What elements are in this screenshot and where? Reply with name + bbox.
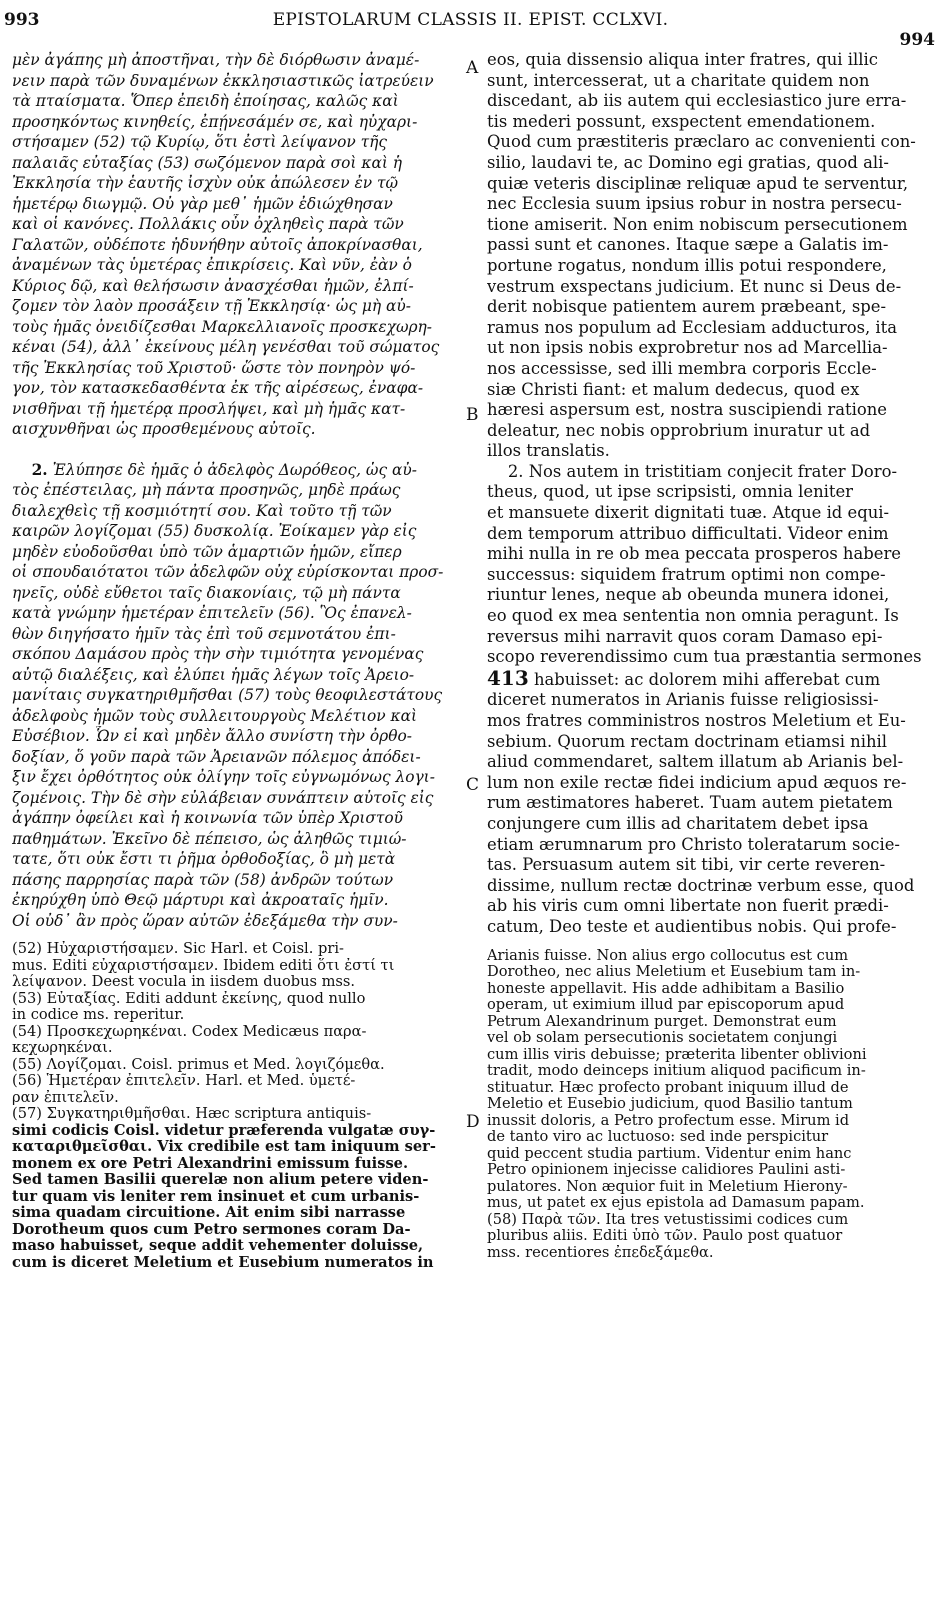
footnote-line: Meletio et Eusebio judicium, quod Basilio tantum	[487, 1096, 853, 1113]
greek-line: παθημάτων. Ἐκεῖνο δὲ πέπεισο, ὡς ἀληθῶς τιμιώ-	[12, 829, 407, 848]
latin-line: etiam ærumnarum pro Christo toleratarum socie-	[487, 834, 900, 854]
footnote-line: Dorotheum quos cum Petro sermones coram Da-	[12, 1221, 411, 1238]
latin-footnotes	[487, 948, 933, 1262]
latin-line: diceret numeratos in Arianis fuisse religiosissi-	[487, 690, 879, 710]
footnote-line: vel ob solam persecutionis societatem conjungi	[487, 1030, 838, 1047]
latin-line: nec Ecclesia suum ipsius robur in nostra persecu-	[487, 194, 902, 214]
greek-line: τῆς Ἐκκλησίας τοῦ Χριστοῦ· ὥστε τὸν πονηρὸν ψό-	[12, 358, 416, 377]
latin-line: sebium. Quorum rectam doctrinam etiamsi nihil	[487, 731, 888, 751]
latin-line: reversus mihi narravit quos coram Damaso epi-	[487, 626, 883, 646]
latin-paragraph-2	[487, 462, 933, 938]
footnote-line: κεχωρηκέναι.	[12, 1040, 113, 1056]
latin-line: eo quod ex mea sententia non omnia peragunt. Is	[487, 606, 899, 626]
greek-line-text: Ἐλύπησε δὲ ἡμᾶς ὁ ἀδελφὸς Δωρόθεος, ὡς αὐ-	[52, 460, 417, 479]
column-number: 413	[487, 667, 529, 690]
latin-line	[487, 668, 933, 691]
greek-line: κατὰ γνώμην ἡμετέραν ἐπιτελεῖν (56). Ὃς ἐπανελ-	[12, 604, 412, 622]
greek-line: ζομεν τὸν λαὸν προσάξειν τῇ Ἐκκλησίᾳ· ὡς μὴ αὐ-	[12, 297, 411, 315]
footnote-line: (57) Συγκατηριθμῆσθαι. Hæc scriptura antiquis-	[12, 1106, 372, 1122]
latin-line: passi sunt et canones. Itaque sæpe a Galatis im-	[487, 235, 889, 255]
latin-line: catum, Deo teste et audientibus nobis. Qui profe-	[487, 916, 897, 936]
latin-line: riuntur lenes, neque ab obeunda munera idonei,	[487, 585, 890, 605]
margin-letter-b: B	[466, 405, 479, 425]
footnote-line: cum illis viris debuisse; præterita libenter oblivioni	[487, 1046, 867, 1063]
footnote-line: Arianis fuisse. Non alius ergo collocutus est cum	[487, 947, 849, 964]
running-title: EPISTOLARUM CLASSIS II. EPIST. CCLXVI.	[272, 10, 669, 30]
footnote-line: Petrum Alexandrinum purget. Demonstrat eum	[487, 1013, 837, 1030]
greek-line: θὼν διηγήσατο ἡμῖν τὰς ἐπὶ τοῦ σεμνοτάτου ἐπι-	[12, 624, 396, 643]
margin-letter-d: D	[466, 1112, 480, 1132]
latin-line: Quod cum præstiteris præclaro ac convenienti con-	[487, 132, 916, 152]
greek-line: Οἱ οὐδ᾽ ἂν πρὸς ὥραν αὐτῶν ἐδεξάμεθα τὴν συν-	[12, 911, 398, 930]
latin-line: ramus nos populum ad Ecclesiam adducturos, ita	[487, 317, 898, 337]
section-number: 2.	[31, 460, 48, 479]
greek-footnotes	[12, 941, 462, 1271]
footnote-line: maso habuisset, seque addit vehementer doluisse,	[12, 1238, 424, 1254]
greek-line: τὸς ἐπέστειλας, μὴ πάντα προσηνῶς, μηδὲ πράως	[12, 481, 401, 499]
greek-line: νειν παρὰ τῶν δυναμένων ἐκκλησιαστικῶς ἰατρεύειν	[12, 71, 434, 90]
footnote-line: mss. recentiores ἐπεδεξάμεθα.	[487, 1244, 714, 1261]
footnote-line: monem ex ore Petri Alexandrini emissum fuisse.	[12, 1155, 409, 1172]
greek-line: Κύριος δῷ, καὶ θελήσωσιν ἀνασχέσθαι ἡμῶν, ἐλπί-	[12, 276, 414, 295]
page-number-left: 993	[4, 10, 40, 30]
footnote-line: sima quadam circuitione. Ait enim sibi narrasse	[12, 1205, 406, 1221]
greek-paragraph-1	[12, 50, 462, 440]
latin-line: theus, quod, ut ipse scripsisti, omnia leniter	[487, 482, 853, 502]
latin-line: discedant, ab iis autem qui ecclesiastico jure erra-	[487, 91, 907, 111]
latin-line: silio, laudavi te, ac Domino egi gratias, quod ali-	[487, 152, 889, 172]
greek-column	[12, 50, 462, 1271]
footnote-line: simi codicis Coisl. videtur præferenda vulgatæ συγ-	[12, 1122, 436, 1139]
latin-line: quiæ veteris disciplinæ reliquæ apud te serventur,	[487, 173, 909, 193]
greek-line: Ἐκκλησία τὴν ἑαυτῆς ἰσχὺν οὐκ ἀπώλεσεν ἐν τῷ	[12, 174, 399, 192]
latin-line: aliud commendaret, saltem illatum ab Arianis bel-	[487, 752, 904, 772]
latin-line: illos translatis.	[487, 441, 610, 461]
latin-line: mos fratres comministros nostros Meletium et Eu-	[487, 711, 906, 730]
margin-letter-a: A	[466, 58, 479, 78]
latin-line: deleatur, nec nobis opprobrium inuratur ut ad	[487, 420, 871, 440]
latin-line: tis mederi possunt, exspectent emendationem.	[487, 111, 876, 131]
greek-paragraph-2	[12, 460, 462, 932]
notes-gap	[12, 931, 462, 941]
greek-line: μὲν ἀγάπης μὴ ἀποστῆναι, τὴν δὲ διόρθωσιν ἀναμέ-	[12, 51, 420, 69]
latin-line: derit nobisque patientem aurem præbeant, spe-	[487, 297, 887, 317]
latin-line	[487, 462, 933, 483]
latin-line-text: habuisset: ac dolorem mihi afferebat cum	[533, 669, 881, 689]
footnote-line: (56) Ἡμετέραν ἐπιτελεῖν. Harl. et Med. ὑμετέ-	[12, 1073, 356, 1089]
footnote-line: pluribus aliis. Editi ὑπὸ τῶν. Paulo post quatuor	[487, 1228, 843, 1245]
latin-line: rum æstimatores haberet. Tuam autem pietatem	[487, 793, 893, 813]
greek-line: Γαλατῶν, οὐδέποτε ἠδυνήθην αὐτοῖς ἀποκρίνασθαι,	[12, 235, 423, 254]
greek-line	[12, 460, 462, 481]
footnote-line: quid peccent studia partium. Videntur enim hanc	[487, 1145, 852, 1162]
greek-line: μανίταις συγκατηριθμῆσθαι (57) τοὺς θεοφιλεστάτους	[12, 686, 443, 704]
greek-line: αισχυνθῆναι ὡς προσθεμένους αὐτοῖς.	[12, 420, 316, 438]
latin-column	[487, 50, 933, 1261]
latin-line: successus: siquidem fratrum optimi non compe-	[487, 564, 886, 584]
latin-line: mihi nulla in re ob mea peccata prosperos habere	[487, 544, 901, 564]
greek-line: στήσαμεν (52) τῷ Κυρίῳ, ὅτι ἐστὶ λείψανον τῆς	[12, 133, 388, 151]
footnote-line: cum is diceret Meletium et Eusebium numeratos in	[12, 1254, 434, 1271]
footnote-line: Dorotheo, nec alius Meletium et Eusebium tam in-	[487, 964, 861, 981]
greek-line: καιρῶν λογίζομαι (55) δυσκολίᾳ. Ἐοίκαμεν γὰρ εἰς	[12, 522, 417, 540]
footnote-line: λείψανον. Deest vocula in iisdem duobus mss.	[12, 974, 356, 990]
footnote-line: pulatores. Non æquior fuit in Meletium Hierony-	[487, 1178, 848, 1195]
footnote-line: Sed tamen Basilii querelæ non alium petere viden-	[12, 1172, 429, 1188]
footnote-line: mus. Editi εὐχαριστήσαμεν. Ibidem editi ὅτι ἐστί τι	[12, 957, 395, 974]
latin-line: siæ Christi fiant: et malum dedecus, quod ex	[487, 379, 860, 399]
latin-line: tas. Persuasum autem sit tibi, vir certe reveren-	[487, 855, 886, 875]
footnote-line: stituatur. Hæc profecto probant iniquum illud de	[487, 1079, 849, 1096]
greek-line: καὶ οἱ κανόνες. Πολλάκις οὖν ὀχληθεὶς παρὰ τῶν	[12, 215, 404, 233]
latin-line: nos accessisse, sed illi membra corporis Eccle-	[487, 358, 877, 378]
paragraph-gap	[12, 440, 462, 460]
footnote-line: (53) Εὐταξίας. Editi addunt ἐκείνης, quod nullo	[12, 990, 366, 1007]
greek-line: μηδὲν εὐοδοῦσθαι ὑπὸ τῶν ἁμαρτιῶν ἡμῶν, εἴπερ	[12, 542, 402, 561]
greek-line: δοξίαν, ὅ γοῦν παρὰ τῶν Ἀρειανῶν πόλεμος ἀπόδει-	[12, 747, 421, 766]
footnote-line: de tanto viro ac luctuoso: sed inde perspicitur	[487, 1129, 829, 1146]
footnote-line: in codice ms. reperitur.	[12, 1007, 185, 1023]
greek-line: ζομένοις. Τὴν δὲ σὴν εὐλάβειαν συνάπτειν αὐτοῖς εἰς	[12, 788, 434, 807]
footnote-line: inussit doloris, a Petro profectum esse. Mirum id	[487, 1112, 850, 1129]
latin-line: et mansuete dixerit dignitati tuæ. Atque id equi-	[487, 503, 890, 523]
greek-line: σκόπου Δαμάσου πρὸς τὴν σὴν τιμιότητα γενομένας	[12, 645, 424, 663]
greek-line: Εὐσέβιον. Ὧν εἰ καὶ μηδὲν ἄλλο συνίστη τὴν ὀρθο-	[12, 727, 412, 745]
greek-line: διαλεχθεὶς τῇ κοσμιότητί σου. Καὶ τοῦτο τῇ τῶν	[12, 501, 392, 520]
greek-line: ἀδελφοὺς ἡμῶν τοὺς συλλειτουργοὺς Μελέτιον καὶ	[12, 706, 418, 725]
footnote-line: tur quam vis leniter rem insinuet et cum urbanis-	[12, 1188, 420, 1205]
footnote-line: καταριθμεῖσθαι. Vix credibile est tam iniquum ser-	[12, 1139, 436, 1155]
latin-line: conjungere cum illis ad charitatem debet ipsa	[487, 813, 869, 833]
footnote-line: (55) Λογίζομαι. Coisl. primus et Med. λογιζόμεθα.	[12, 1056, 385, 1073]
greek-line: ηνεῖς, οὐδὲ εὔθετοι ταῖς διακονίαις, τῷ μὴ πάντα	[12, 583, 401, 602]
latin-line: vestrum exspectans judicium. Et nunc si Deus de-	[487, 276, 902, 296]
footnote-line: operam, ut eximium illud par episcoporum apud	[487, 997, 845, 1014]
greek-line: νισθῆναι τῇ ἡμετέρᾳ προσλήψει, καὶ μὴ ἡμᾶς κατ-	[12, 399, 406, 418]
footnote-line: mus, ut patet ex ejus epistola ad Damasum papam.	[487, 1195, 865, 1212]
footnote-line: (54) Προσκεχωρηκέναι. Codex Medicæus παρα-	[12, 1023, 367, 1040]
footnote-line: tradit, modo deinceps initium aliquod pacificum in-	[487, 1063, 866, 1080]
greek-line: τατε, ὅτι οὐκ ἔστι τι ῥῆμα ὀρθοδοξίας, ὃ μὴ μετὰ	[12, 850, 396, 868]
greek-line: ἀγάπην ὀφείλει καὶ ἡ κοινωνία τῶν ὑπὲρ Χριστοῦ	[12, 809, 404, 827]
page-header	[0, 0, 941, 50]
latin-line: dissime, nullum rectæ doctrinæ verbum esse, quod	[487, 875, 915, 895]
notes-gap	[487, 938, 933, 948]
greek-line: γον, τὸν κατασκεδασθέντα ἐκ τῆς αἱρέσεως, ἐναφα-	[12, 379, 424, 397]
greek-line: τὰ πταίσματα. Ὅπερ ἐπειδὴ ἐποίησας, καλῶς καὶ	[12, 92, 399, 110]
page-number-right: 994	[899, 30, 935, 50]
greek-line: ἀναμένων τὰς ὑμετέρας ἐπικρίσεις. Καὶ νῦν, ἐὰν ὁ	[12, 256, 412, 274]
latin-line: lum non exile rectæ fidei indicium apud æquos re-	[487, 772, 907, 792]
greek-line: ἐκηρύχθη ὑπὸ Θεῷ μάρτυρι καὶ ἀκροαταῖς ἡμῖν.	[12, 891, 389, 909]
latin-line: scopo reverendissimo cum tua præstantia sermones	[487, 647, 922, 667]
greek-line: αὐτῷ διαλέξεις, καὶ ἐλύπει ἡμᾶς λέγων τοῖς Ἀρειο-	[12, 665, 415, 684]
greek-line: τοὺς ἡμᾶς ὀνειδίζεσθαι Μαρκελλιανοῖς προσκεχωρη-	[12, 317, 432, 336]
greek-line: παλαιᾶς εὐταξίας (53) σωζόμενον παρὰ σοὶ καὶ ἡ	[12, 153, 402, 172]
latin-line: eos, quia dissensio aliqua inter fratres, qui illic	[487, 50, 878, 69]
footnote-line: (52) Ηὐχαριστήσαμεν. Sic Harl. et Coisl. pri-	[12, 941, 344, 957]
latin-line: tione amiserit. Non enim nobiscum persecutionem	[487, 214, 908, 234]
footnote-line: Petro opinionem injecisse calidiores Paulini asti-	[487, 1162, 846, 1179]
latin-line-text: 2. Nos autem in tristitiam conjecit frater Doro-	[507, 461, 898, 481]
footnote-line: ραν ἐπιτελεῖν.	[12, 1089, 119, 1106]
latin-line: ut non ipsis nobis exprobretur nos ad Marcellia-	[487, 338, 888, 358]
latin-line: portune rogatus, nondum illis potui respondere,	[487, 255, 887, 275]
latin-line: ab his viris cum omni libertate non fuerit prædi-	[487, 896, 889, 916]
latin-line: dem temporum attribuo difficultati. Videor enim	[487, 523, 889, 543]
greek-line: κέναι (54), ἀλλ᾽ ἐκείνους μέλη γενέσθαι τοῦ σώματος	[12, 338, 440, 356]
greek-line: πάσης παρρησίας παρὰ τῶν (58) ἀνδρῶν τούτων	[12, 870, 394, 889]
footnote-line: (58) Παρὰ τῶν. Ita tres vetustissimi codices cum	[487, 1211, 849, 1228]
latin-paragraph-1	[487, 50, 933, 462]
margin-letter-c: C	[466, 775, 480, 795]
greek-line: ξιν ἔχει ὀρθότητος οὐκ ὀλίγην τοῖς εὐγνωμόνως λογι-	[12, 768, 435, 786]
greek-line: οἱ σπουδαιότατοι τῶν ἀδελφῶν οὐχ εὑρίσκονται προσ-	[12, 563, 444, 581]
greek-line: προσηκόντως κινηθείς, ἐπῄνεσάμέν σε, καὶ ηὐχαρι-	[12, 112, 418, 131]
footnote-line: honeste appellavit. His adde adhibitam a Basilio	[487, 980, 845, 997]
latin-line: hæresi aspersum est, nostra suscipiendi ratione	[487, 400, 887, 420]
greek-line: ἡμετέρῳ διωγμῷ. Οὐ γὰρ μεθ᾽ ἡμῶν ἐδιώχθησαν	[12, 194, 393, 213]
latin-line: sunt, intercesserat, ut a charitate quidem non	[487, 70, 870, 90]
